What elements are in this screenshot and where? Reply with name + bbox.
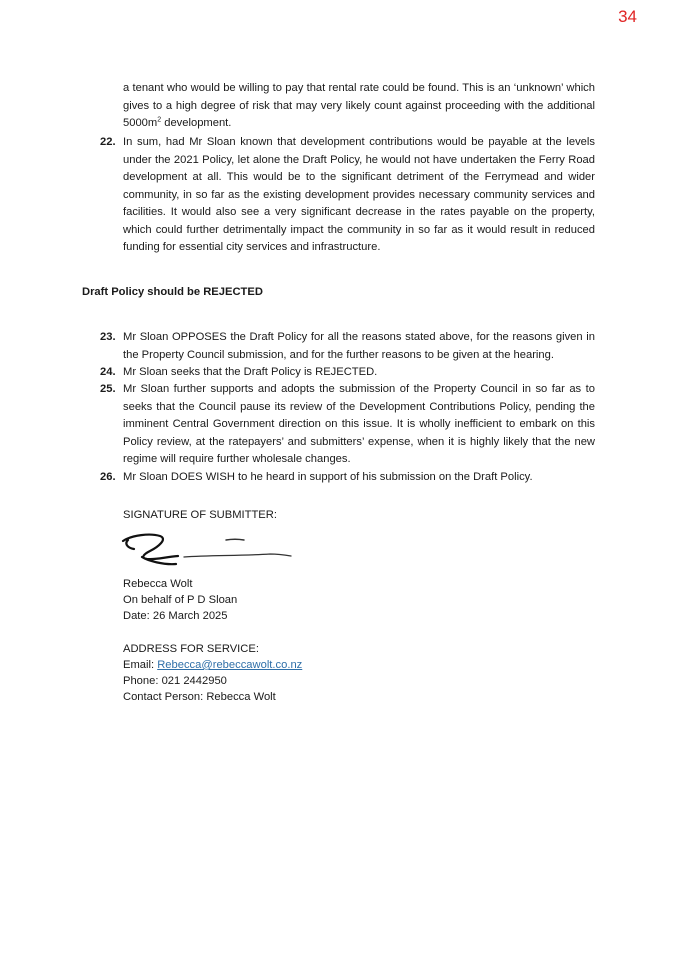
paragraph-text: In sum, had Mr Sloan known that development contributions would be payable at the levels under the 2021 Policy, let alone the Draft Policy, he would not have undertaken the Ferry Road development at all. This would be to the significant detriment of the Ferrymead and wider community, in so far as the existing development provides necessary community services and facilities. It would also see a very significant decrease in the rates payable on the property, which could further detrimentally impact the community in so far as it would result in reduced funding for essential city services and infrastructure. — [123, 136, 595, 253]
paragraph-text: Mr Sloan OPPOSES the Draft Policy for all the reasons stated above, for the reasons given in the Property Council submission, and for the further reasons to be given at the hearing. — [123, 331, 595, 361]
address-label: ADDRESS FOR SERVICE: — [123, 643, 259, 655]
signatory-block — [123, 576, 237, 624]
continued-paragraph — [123, 80, 595, 133]
contact-person-line: Contact Person: Rebecca Wolt — [123, 691, 276, 703]
paragraph-number: 22. — [100, 136, 116, 148]
handwritten-signature — [120, 527, 300, 577]
paragraph-number: 24. — [100, 366, 116, 378]
numbered-paragraph-24 — [82, 364, 595, 382]
paragraph-text: Mr Sloan further supports and adopts the submission of the Property Council in so far as to seeks that the Council pause its review of the Development Contributions Policy, pending the imminent Central Government direction on this issue. It is wholly inefficient to embark on this Policy review, at the ratepayers’ and submitters’ expense, when it is highly likely that the new regime will require further wholesale changes. — [123, 383, 595, 465]
signature-label: SIGNATURE OF SUBMITTER: — [123, 509, 277, 521]
signatory-name: Rebecca Wolt — [123, 578, 193, 590]
signatory-on-behalf: On behalf of P D Sloan — [123, 594, 238, 606]
paragraph-text: Mr Sloan DOES WISH to he heard in support of his submission on the Draft Policy. — [123, 471, 533, 483]
numbered-paragraph-26 — [82, 469, 595, 487]
page-number: 34 — [618, 7, 637, 26]
superscript-2: 2 — [157, 116, 162, 124]
address-block — [123, 641, 302, 705]
paragraph-number: 26. — [100, 471, 116, 483]
email-link[interactable]: Rebecca@rebeccawolt.co.nz — [157, 659, 303, 671]
email-label: Email: — [123, 659, 158, 671]
paragraph-number: 25. — [100, 383, 116, 395]
numbered-paragraph-23 — [82, 329, 595, 364]
phone-line: Phone: 021 2442950 — [123, 675, 227, 687]
email-line — [123, 657, 302, 673]
continued-paragraph-tail: development. — [161, 117, 232, 129]
signature-label-block — [123, 507, 277, 523]
numbered-paragraph-25 — [82, 381, 595, 469]
signature-date: Date: 26 March 2025 — [123, 610, 228, 622]
section-heading: Draft Policy should be REJECTED — [82, 286, 263, 298]
numbered-paragraph-22 — [82, 134, 595, 257]
paragraph-number: 23. — [100, 331, 116, 343]
continued-paragraph-text: a tenant who would be willing to pay that rental rate could be found. This is an ‘unknown’ which gives to a high degree of risk that may very likely count against proceeding with the additional 5000m — [123, 82, 595, 129]
paragraph-text: Mr Sloan seeks that the Draft Policy is REJECTED. — [123, 366, 378, 378]
